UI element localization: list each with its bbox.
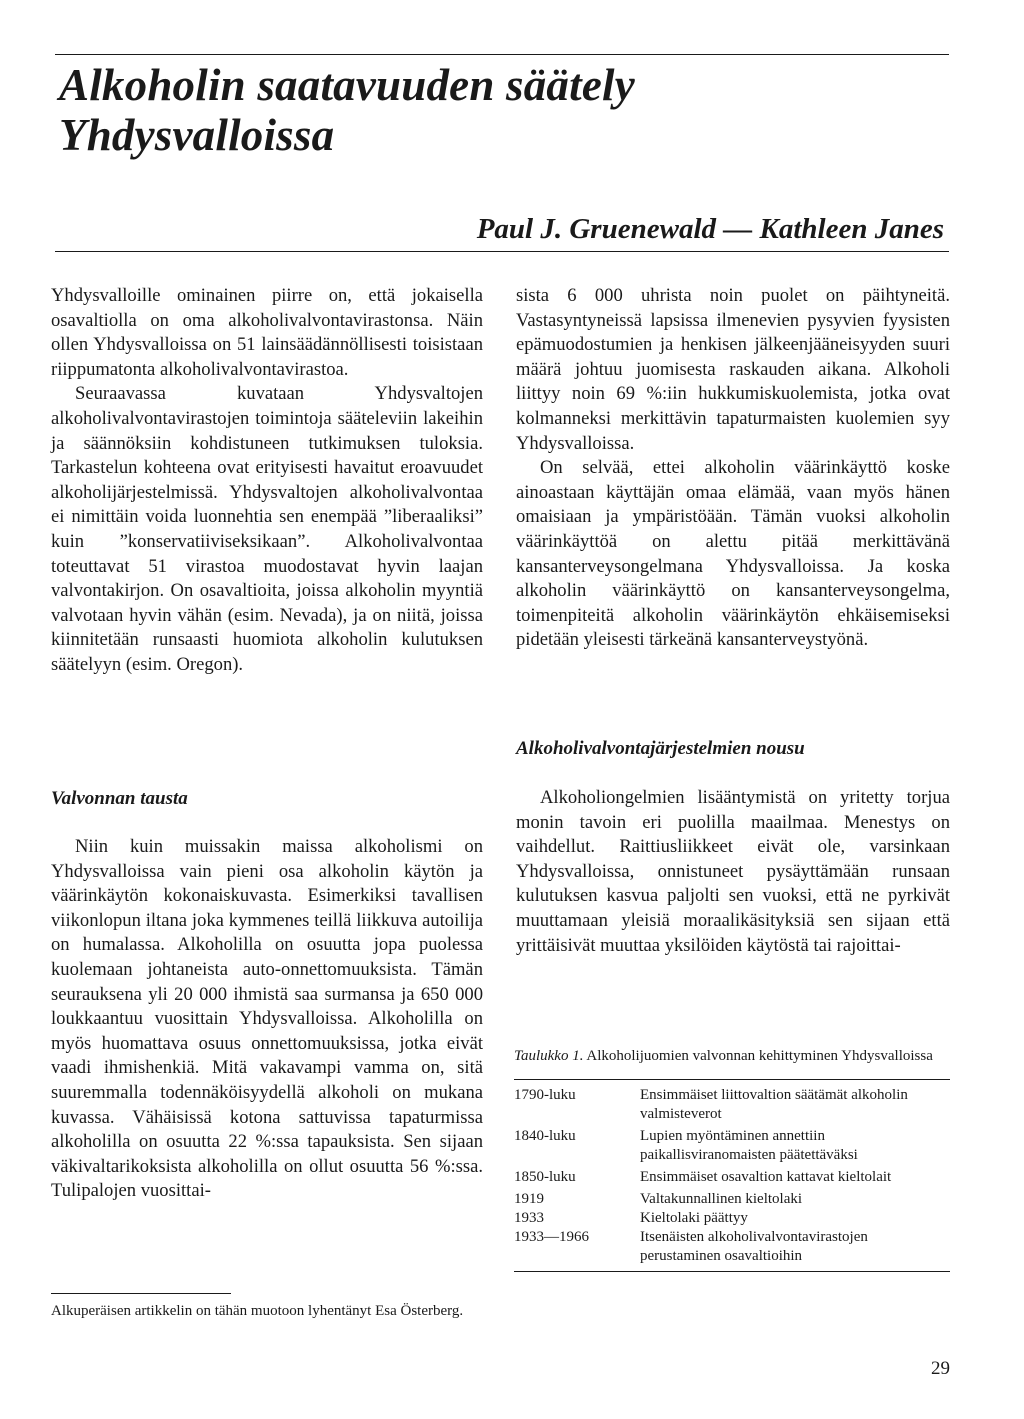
table-row xyxy=(514,1165,950,1187)
table-cell-year: 1919 xyxy=(514,1191,544,1207)
table-cell-year: 1933 xyxy=(514,1210,544,1226)
table-cell-year: 1850-luku xyxy=(514,1169,576,1185)
table-cell-year: 1933—1966 xyxy=(514,1229,589,1245)
intro-paragraph-2: Seuraavassa kuvataan Yhdysvaltojen alkoholivalvontavirastojen toimintoja sääteleviin lakeihin ja säännöksiin kohdistuneen tutkimuksen tuloksia. Tarkastelun kohteena ovat erityisesti havaitut eroavuudet alkoholijärjestelmissä. Yhdysvaltojen alkoholivalvontaa ei nimittäin voida luonnehtia sen enempää ”liberaaliksi” kuin ”konservatiiviseksikaan”. Alkoholivalvontaa toteuttavat 51 virastoa muodostavat hyvin laajan valvontakirjon. On osavaltioita, joissa alkoholin myyntiä valvotaan hyvin vähän (esim. Nevada), ja on niitä, joissa kiinnitetään runsaasti huomiota alkoholin kulutuksen säätelyyn (esim. Oregon). xyxy=(51,383,483,675)
background-paragraph: Niin kuin muissakin maissa alkoholismi on Yhdysvalloissa vain pieni osa alkoholin käytön ja väärinkäytön kokonaiskuvasta. Esimerkiksi tavallisen viikonlopun iltana joka kymmenes teillä liikkuva autoilija on humalassa. Alkoholilla on osuutta jopa puolessa kuolemaan johtaneista auto-onnettomuuksista. Tämän seurauksena yli 20 000 ihmistä saa surmansa ja 650 000 loukkaantuu vuosittain Yhdysvalloissa. Alkoholilla on myös huomattava osuus onnettomuuksissa, jotka eivät vaadi ihmishenkiä. Mitä vakavampi vamma on, sitä suuremmalla todennäköisyydellä alkoholi on mukana kuvassa. Vähäisissä kotona sattuvissa tapaturmissa alkoholilla on osuutta 22 %:ssa tapauksista. Sen sijaan väkivaltarikoksista alkoholilla on ollut osuutta 56 %:ssa. Tulipalojen vuosittai- xyxy=(51,836,483,1202)
history-table xyxy=(514,1086,950,1266)
table-bottom-rule xyxy=(514,1271,950,1272)
section-heading-background: Valvonnan tausta xyxy=(51,788,188,809)
table-1 xyxy=(514,1046,950,1272)
page-number: 29 xyxy=(931,1358,950,1379)
top-rule xyxy=(55,54,949,55)
footnote-rule xyxy=(51,1293,231,1294)
table-row xyxy=(514,1124,950,1165)
table-cell-event: Itsenäisten alkoholivalvontavirastojen perustaminen osavaltioihin xyxy=(640,1229,868,1264)
table-cell-event: Ensimmäiset osavaltion kattavat kieltolait xyxy=(640,1169,892,1185)
table-row xyxy=(514,1187,950,1209)
table-caption-label: Taulukko 1. xyxy=(514,1048,584,1064)
rise-paragraph: Alkoholiongelmien lisääntymistä on yritetty torjua monin tavoin eri puolilla maailmaa. Menestys on vaihdellut. Raittiusliikkeet eivät ole, varsinkaan Yhdysvalloissa, onnistuneet pysäyttämään runsaan kulutuksen kasvua paljolti sen vuoksi, että ne pyrkivät muuttamaan yleisiä moraalikäsityksiä sen sijaan että yrittäisivät muuttaa yksilöiden käytöstä tai rajoittai- xyxy=(516,787,950,956)
table-caption-text: Alkoholijuomien valvonnan kehittyminen Yhdysvalloissa xyxy=(586,1048,933,1064)
right-paragraph-1: sista 6 000 uhrista noin puolet on päihtyneitä. Vastasyntyneissä lapsissa ilmenevien pysyvien fyysisten epämuodostumien ja henkisen jälkeenjääneisyyden suuri määrä johtuu juomisesta raskauden aikana. Alkoholi liittyy noin 69 %:iin hukkumiskuolemista, jotka ovat kolmanneksi merkittävin tapaturmaisten kuolemien syy Yhdysvalloissa. xyxy=(516,285,950,454)
authors: Paul J. Gruenewald — Kathleen Janes xyxy=(476,213,944,245)
table-cell-event: Valtakunnallinen kieltolaki xyxy=(640,1191,803,1207)
right-paragraph-2: On selvää, ettei alkoholin väärinkäyttö koske ainoastaan käyttäjän omaa elämää, vaan myös hänen omaisiaan ja ympäristöään. Tämän vuoksi alkoholin väärinkäyttöä on alettu pitää merkittävänä kansanterveysongelmana Yhdysvalloissa. Ja koska alkoholin väärinkäyttö on kansanterveysongelma, toimenpiteitä alkoholin väärinkäytön ehkäisemiseksi pidetään yleisesti tärkeänä kansanterveystyönä. xyxy=(516,457,950,651)
right-section-body xyxy=(516,786,950,958)
author-rule xyxy=(55,251,949,252)
left-section-body xyxy=(51,835,483,1204)
table-cell-event: Kieltolaki päättyy xyxy=(640,1210,748,1226)
table-top-rule xyxy=(514,1079,950,1080)
title-line-2: Yhdysvalloissa xyxy=(59,110,335,160)
table-row xyxy=(514,1209,950,1228)
title-line-1: Alkoholin saatavuuden säätely xyxy=(59,60,635,110)
table-cell-year: 1790-luku xyxy=(514,1087,576,1103)
table-cell-event: Ensimmäiset liittovaltion säätämät alkoholin valmisteverot xyxy=(640,1087,908,1122)
table-row xyxy=(514,1228,950,1266)
article-title xyxy=(59,60,635,160)
table-caption xyxy=(514,1046,950,1067)
table-row xyxy=(514,1086,950,1124)
intro-paragraph-1: Yhdysvalloille ominainen piirre on, että jokaisella osavaltiolla on oma alkoholivalvontavirastonsa. Näin ollen Yhdysvalloissa on 51 lainsäädännöllisesti toisistaan riippumatonta alkoholivalvontavirastoa. xyxy=(51,285,483,380)
footnote: Alkuperäisen artikkelin on tähän muotoon lyhentänyt Esa Österberg. xyxy=(51,1303,464,1319)
right-body xyxy=(516,284,950,653)
section-heading-rise: Alkoholivalvontajärjestelmien nousu xyxy=(516,738,805,759)
table-cell-year: 1840-luku xyxy=(514,1128,576,1144)
table-cell-event: Lupien myöntäminen annettiin paikallisviranomaisten päätettäväksi xyxy=(640,1128,858,1163)
left-intro xyxy=(51,284,483,678)
